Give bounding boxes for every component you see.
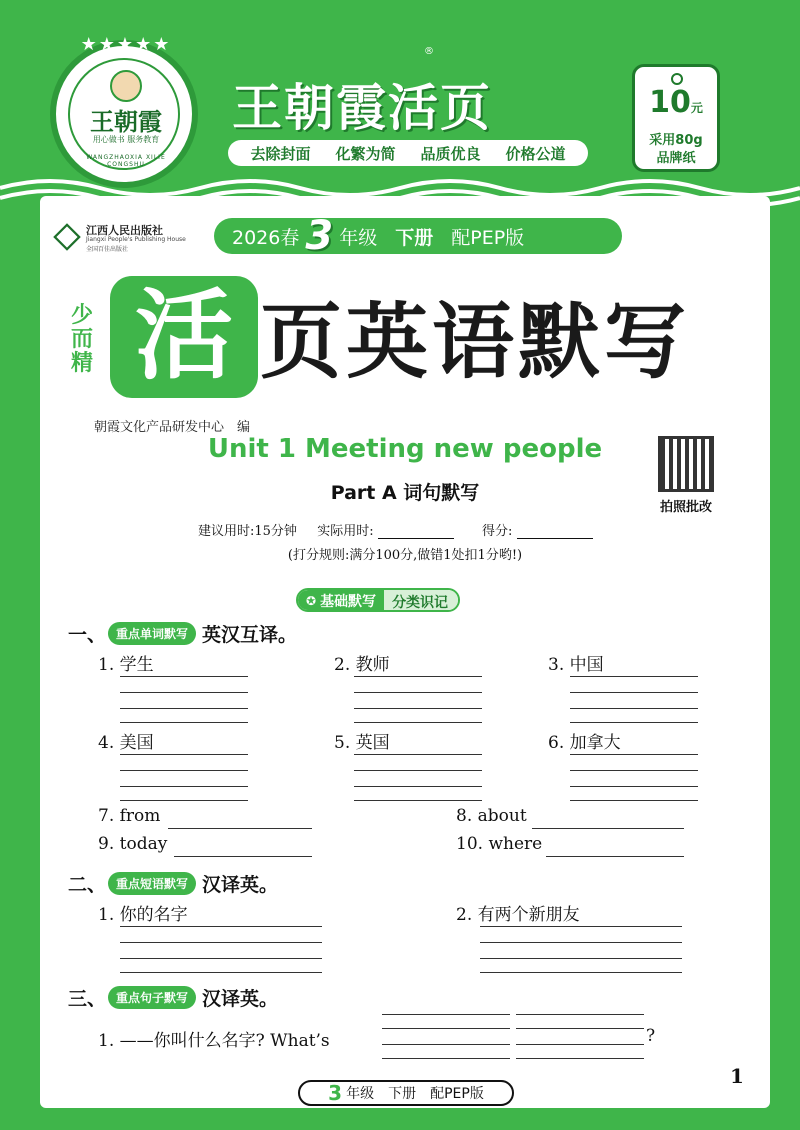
answer-line[interactable] — [120, 692, 248, 693]
price-tag — [632, 64, 720, 172]
q3-header — [68, 984, 278, 1010]
answer-line[interactable] — [570, 800, 698, 801]
scoring-rules: (打分规则:满分100分,做错1处扣1分哟!) — [287, 548, 523, 563]
footer-grade: 3 — [328, 1081, 343, 1105]
side-tag-char: 而 — [70, 327, 93, 352]
actual-time-label: 实际用时: — [317, 524, 374, 539]
score-blank[interactable] — [517, 525, 593, 539]
q1-item-4: 4. 美国 — [98, 733, 154, 753]
answer-line[interactable] — [120, 754, 248, 755]
qr-code-icon[interactable] — [658, 436, 714, 492]
answer-line[interactable] — [120, 926, 322, 927]
actual-time-blank[interactable] — [378, 525, 454, 539]
side-tag — [62, 304, 102, 376]
answer-line[interactable] — [120, 958, 322, 959]
answer-line[interactable] — [120, 786, 248, 787]
answer-line[interactable] — [120, 770, 248, 771]
answer-line[interactable] — [480, 926, 682, 927]
suggested-time: 建议用时:15分钟 — [198, 524, 297, 539]
q1-item-3: 3. 中国 — [548, 655, 604, 675]
registered-mark: ® — [424, 46, 434, 57]
q2-item-1: 1. 你的名字 — [98, 905, 188, 925]
qr-label: 拍照批改 — [659, 500, 712, 515]
publisher-name: 江西人民出版社 — [86, 224, 163, 237]
slogan-item: 品质优良 — [420, 144, 481, 163]
footer-pep: 配PEP版 — [430, 1086, 484, 1102]
footer-edition — [298, 1080, 514, 1106]
price-unit: 元 — [690, 101, 703, 115]
q3-instruction: 汉译英。 — [202, 987, 279, 1010]
slogan-bar — [228, 140, 588, 166]
logo-portrait-icon — [110, 70, 142, 102]
publisher-name-en: Jiangxi People's Publishing House — [86, 236, 186, 243]
q1-item-7: 7. from — [98, 806, 161, 826]
q3-number: 三、 — [68, 987, 107, 1010]
edition-grade-label: 年级 — [339, 226, 378, 249]
title-highlight-char: 活 — [134, 279, 233, 393]
answer-line[interactable] — [354, 676, 482, 677]
answer-line[interactable] — [174, 856, 312, 857]
q2-tag: 重点短语默写 — [108, 872, 196, 895]
logo-stars: ★★★★★ — [80, 34, 172, 55]
brand-title: 王朝霞活页 — [232, 78, 492, 137]
q1-item-10: 10. where — [456, 834, 543, 854]
q1-instruction: 英汉互译。 — [202, 623, 298, 646]
side-tag-char: 少 — [70, 303, 93, 328]
answer-line[interactable] — [354, 708, 482, 709]
logo-name: 王朝霞 — [90, 107, 162, 136]
answer-line[interactable] — [120, 800, 248, 801]
publisher-logo — [54, 222, 184, 256]
answer-line[interactable] — [120, 676, 248, 677]
q1-item-2: 2. 教师 — [334, 655, 390, 675]
answer-line[interactable] — [354, 754, 482, 755]
page-number: 1 — [730, 1064, 744, 1088]
publisher-sub: 全国百佳出版社 — [86, 246, 129, 253]
book-title: 页英语默写 — [260, 295, 691, 390]
publisher-icon — [53, 223, 81, 251]
footer-grade-label: 年级 — [346, 1086, 375, 1102]
edition-bar — [214, 213, 622, 259]
logo-inner-ring — [68, 58, 180, 170]
logo-motto: 用心做书 服务教育 — [92, 135, 160, 144]
answer-line[interactable] — [120, 708, 248, 709]
q1-item-1: 1. 学生 — [98, 655, 154, 675]
answer-line[interactable] — [382, 1014, 510, 1015]
q2-instruction: 汉译英。 — [202, 873, 279, 896]
section-pill — [296, 588, 460, 612]
answer-line[interactable] — [570, 722, 698, 723]
score-label: 得分: — [482, 524, 513, 539]
section-pill-left — [298, 590, 384, 610]
answer-line[interactable] — [570, 692, 698, 693]
answer-line[interactable] — [382, 1028, 510, 1029]
answer-line[interactable] — [354, 786, 482, 787]
edition-pep: 配PEP版 — [451, 226, 525, 249]
worksheet-page — [40, 196, 770, 1108]
answer-line[interactable] — [532, 828, 684, 829]
answer-line[interactable] — [570, 708, 698, 709]
answer-line[interactable] — [546, 856, 684, 857]
price-amount — [635, 85, 717, 120]
paper-line-1: 采用80g — [649, 133, 703, 148]
footer-volume: 下册 — [388, 1086, 417, 1102]
answer-line[interactable] — [516, 1044, 644, 1045]
q1-number: 一、 — [68, 623, 107, 646]
answer-line[interactable] — [120, 972, 322, 973]
answer-line[interactable] — [168, 828, 312, 829]
q1-item-9: 9. today — [98, 834, 168, 854]
answer-line[interactable] — [570, 770, 698, 771]
q3-item-1: 1. ——你叫什么名字? What’s — [98, 1031, 330, 1051]
q1-header — [68, 620, 297, 646]
q1-item-8: 8. about — [456, 806, 527, 826]
edition-grade: 3 — [305, 213, 334, 259]
q3-tag: 重点句子默写 — [108, 986, 196, 1009]
editor-credit: 朝霞文化产品研发中心 编 — [94, 420, 251, 435]
q2-number: 二、 — [68, 873, 107, 896]
tag-hole-icon — [671, 73, 683, 85]
q2-item-2: 2. 有两个新朋友 — [456, 905, 580, 925]
answer-line[interactable] — [480, 942, 682, 943]
answer-line[interactable] — [120, 942, 322, 943]
paper-line-2: 品牌纸 — [656, 151, 696, 166]
section-pill-left-label: 基础默写 — [320, 594, 377, 610]
section-pill-right: 分类识记 — [384, 590, 458, 610]
brand-logo — [50, 40, 198, 188]
unit-title: Unit 1 Meeting new people — [207, 434, 603, 464]
answer-line[interactable] — [516, 1058, 644, 1059]
medal-icon: ✪ — [306, 594, 317, 608]
answer-line[interactable] — [480, 958, 682, 959]
slogan-item: 价格公道 — [505, 144, 566, 163]
price-value: 10 — [649, 85, 691, 120]
side-tag-char: 精 — [70, 351, 93, 376]
logo-ring-text: WANGZHAOXIA XILIE CONGSHU — [86, 154, 166, 168]
answer-line[interactable] — [570, 786, 698, 787]
answer-line[interactable] — [570, 676, 698, 677]
edition-volume: 下册 — [395, 226, 434, 249]
part-title: Part A 词句默写 — [330, 482, 480, 504]
q1-item-5: 5. 英国 — [334, 733, 390, 753]
answer-line[interactable] — [480, 972, 682, 973]
answer-line[interactable] — [382, 1058, 510, 1059]
answer-line[interactable] — [354, 770, 482, 771]
answer-line[interactable] — [382, 1044, 510, 1045]
slogan-item: 去除封面 — [250, 144, 311, 163]
q2-header — [68, 870, 278, 896]
answer-line[interactable] — [516, 1014, 644, 1015]
q3-item-1-suffix: ? — [646, 1026, 656, 1046]
answer-line[interactable] — [120, 722, 248, 723]
cover-header — [0, 0, 800, 200]
answer-line[interactable] — [354, 800, 482, 801]
q1-tag: 重点单词默写 — [108, 622, 196, 645]
q1-item-6: 6. 加拿大 — [548, 733, 621, 753]
answer-line[interactable] — [570, 754, 698, 755]
answer-line[interactable] — [354, 692, 482, 693]
slogan-item: 化繁为简 — [335, 144, 396, 163]
answer-line[interactable] — [516, 1028, 644, 1029]
edition-season: 2026春 — [232, 226, 300, 249]
timing-row — [198, 520, 593, 539]
answer-line[interactable] — [354, 722, 482, 723]
